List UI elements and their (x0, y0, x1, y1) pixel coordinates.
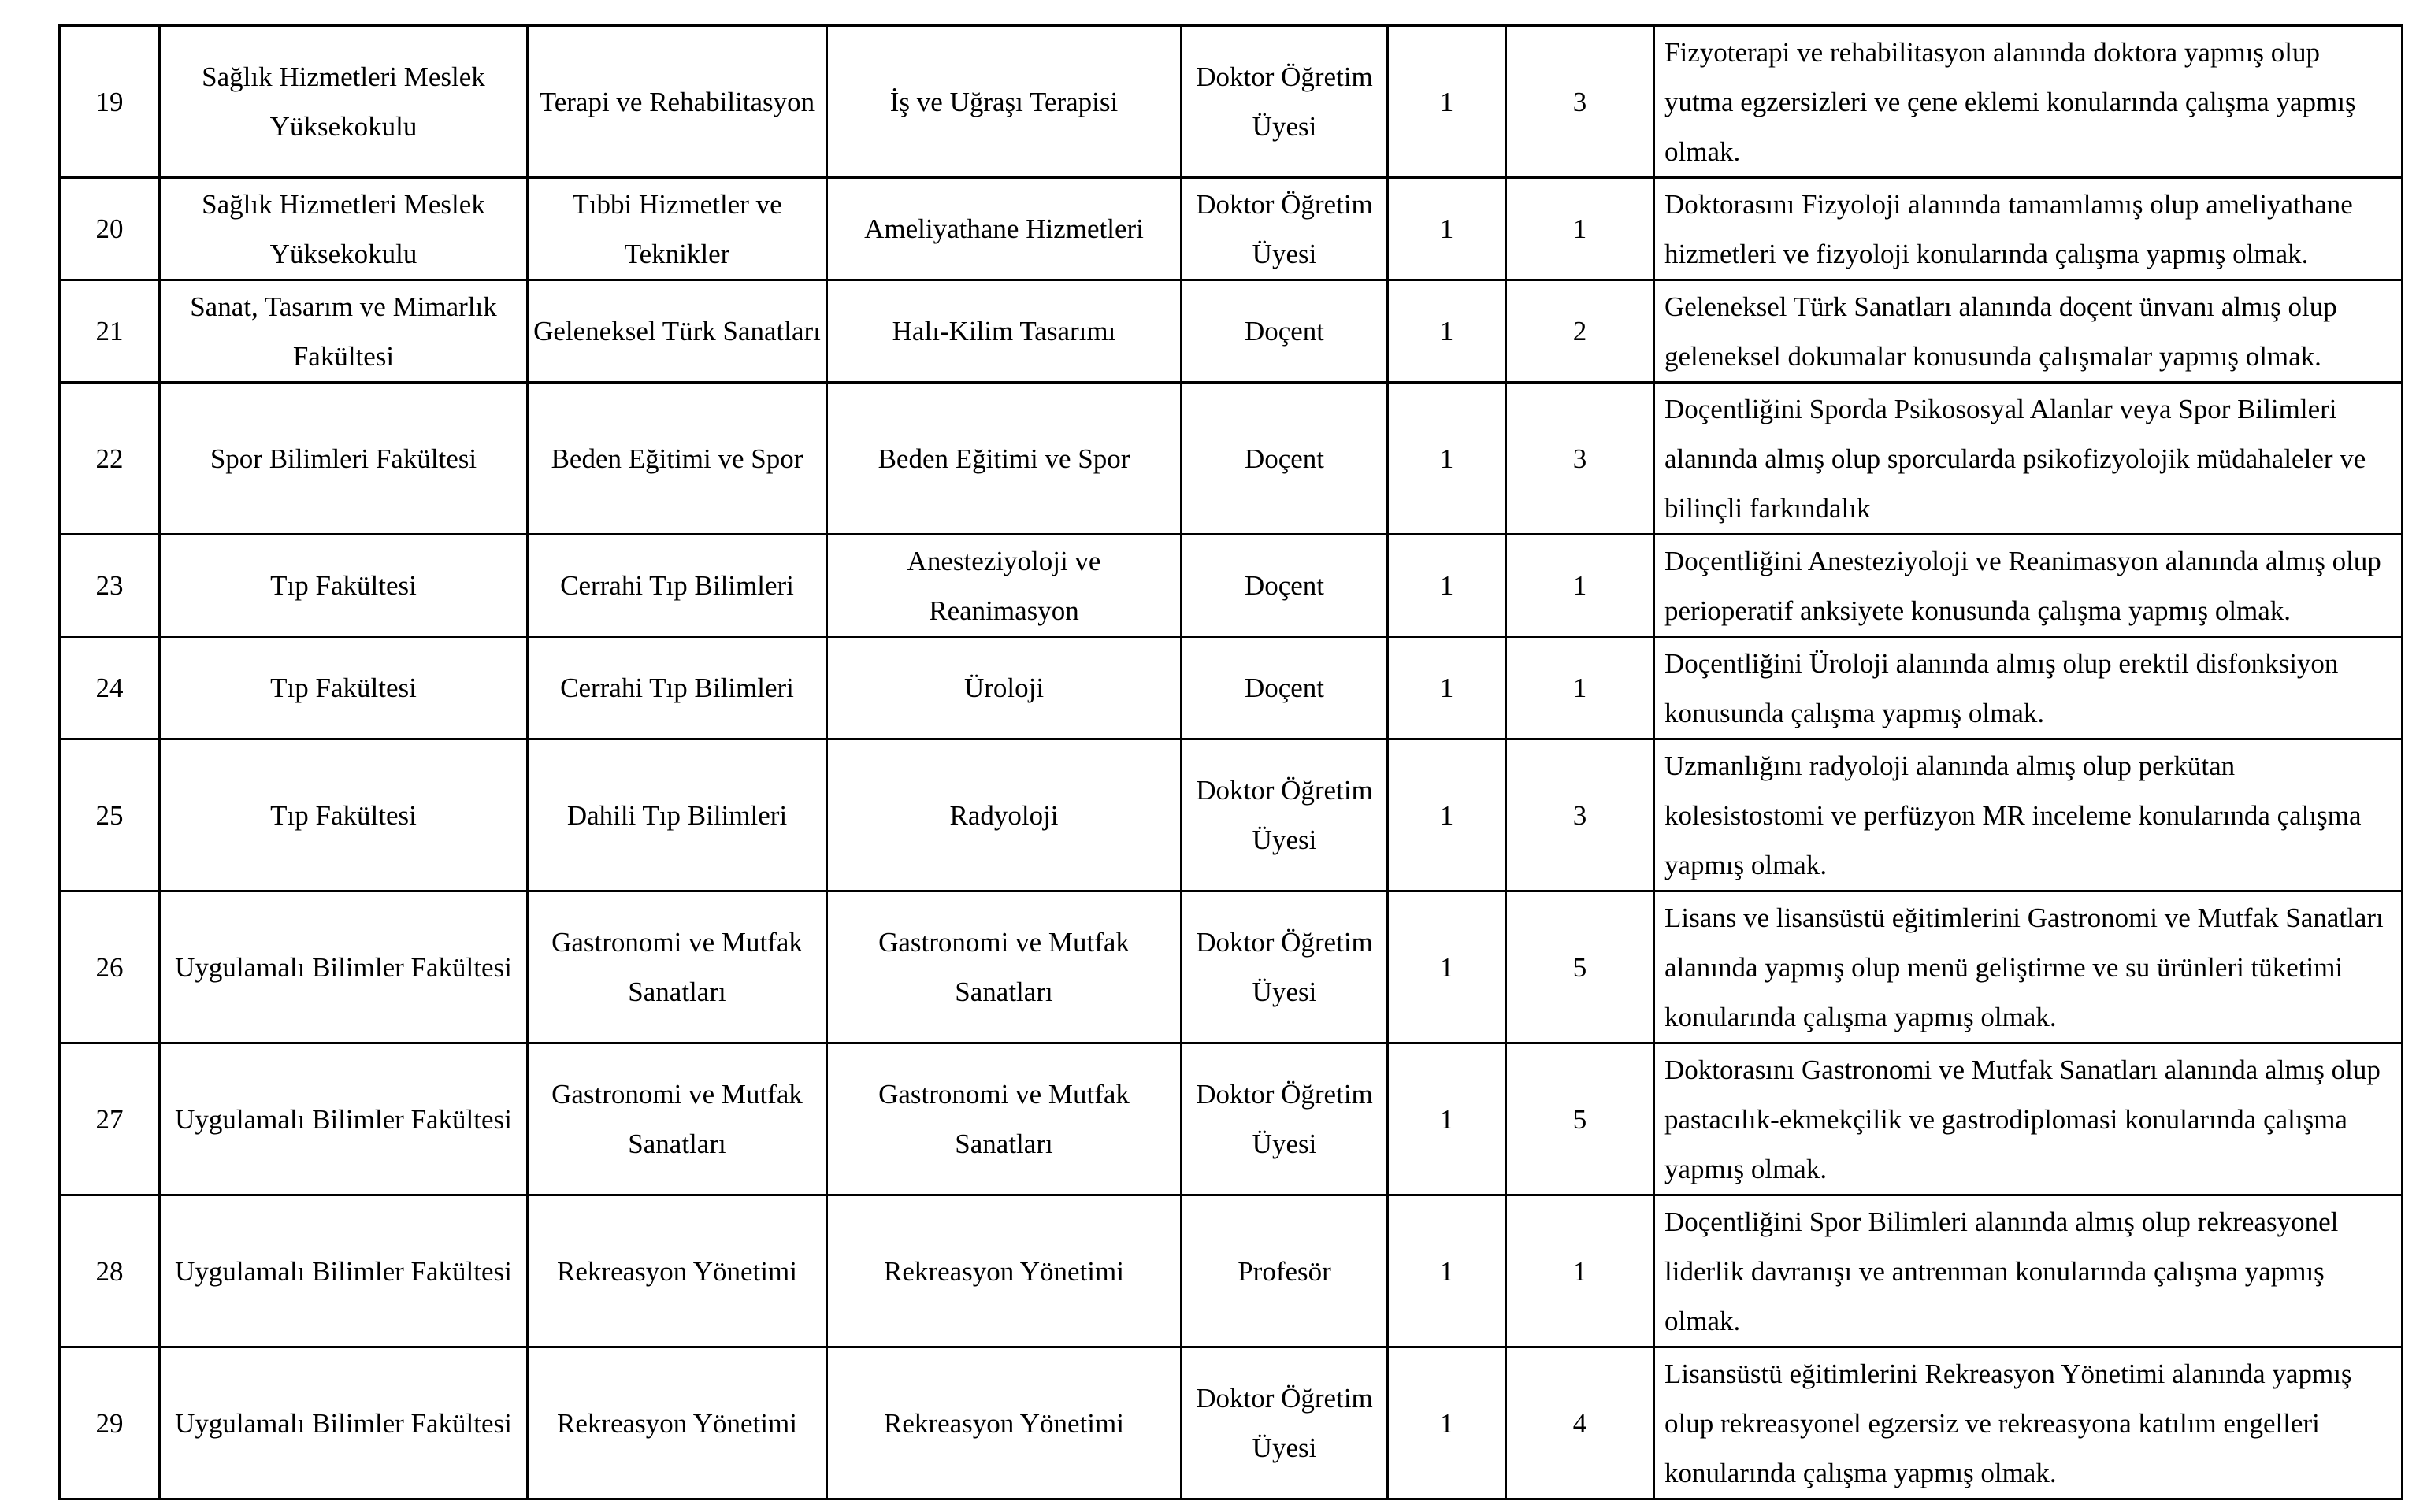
faculty-cell: Sağlık Hizmetleri Meslek Yüksekokulu (160, 178, 528, 280)
program-cell: Gastronomi ve Mutfak Sanatları (827, 891, 1182, 1043)
criteria-cell: Uzmanlığını radyoloji alanında almış olup perkütan kolesistostomi ve perfüzyon MR inceleme konularında çalışma yapmış olmak. (1654, 739, 2403, 891)
table-row (60, 178, 2403, 280)
criteria-cell: Lisans ve lisansüstü eğitimlerini Gastronomi ve Mutfak Sanatları alanında yapmış olup menü geliştirme ve su ürünleri tüketimi konularında çalışma yapmış olmak. (1654, 891, 2403, 1043)
row-number-cell: 28 (60, 1195, 160, 1347)
academic-title-cell: Doktor Öğretim Üyesi (1182, 891, 1388, 1043)
degree-cell: 3 (1506, 739, 1654, 891)
row-number-cell: 22 (60, 383, 160, 535)
criteria-cell: Lisansüstü eğitimlerini Rekreasyon Yönetimi alanında yapmış olup rekreasyonel egzersiz ve rekreasyona katılım engelleri konularında çalışma yapmış olmak. (1654, 1347, 2403, 1499)
program-cell: Üroloji (827, 637, 1182, 739)
faculty-cell: Uygulamalı Bilimler Fakültesi (160, 891, 528, 1043)
degree-cell: 1 (1506, 178, 1654, 280)
table-body (60, 26, 2403, 1499)
row-number-cell: 29 (60, 1347, 160, 1499)
academic-title-cell: Doçent (1182, 535, 1388, 637)
program-cell: Rekreasyon Yönetimi (827, 1347, 1182, 1499)
degree-cell: 5 (1506, 891, 1654, 1043)
department-cell: Rekreasyon Yönetimi (528, 1347, 827, 1499)
quota-cell: 1 (1388, 1347, 1506, 1499)
table-row (60, 280, 2403, 383)
degree-cell: 3 (1506, 383, 1654, 535)
faculty-cell: Tıp Fakültesi (160, 637, 528, 739)
row-number-cell: 25 (60, 739, 160, 891)
academic-title-cell: Profesör (1182, 1195, 1388, 1347)
criteria-cell: Doçentliğini Sporda Psikososyal Alanlar veya Spor Bilimleri alanında almış olup sporcularda psikofizyolojik müdahaleler ve bilinçli farkındalık (1654, 383, 2403, 535)
table-row (60, 26, 2403, 178)
degree-cell: 5 (1506, 1043, 1654, 1195)
criteria-cell: Doktorasını Gastronomi ve Mutfak Sanatları alanında almış olup pastacılık-ekmekçilik ve gastrodiplomasi konularında çalışma yapmış olmak. (1654, 1043, 2403, 1195)
department-cell: Cerrahi Tıp Bilimleri (528, 637, 827, 739)
table-row (60, 535, 2403, 637)
faculty-cell: Uygulamalı Bilimler Fakültesi (160, 1043, 528, 1195)
academic-title-cell: Doçent (1182, 383, 1388, 535)
academic-title-cell: Doktor Öğretim Üyesi (1182, 1347, 1388, 1499)
faculty-cell: Uygulamalı Bilimler Fakültesi (160, 1195, 528, 1347)
table-row (60, 383, 2403, 535)
department-cell: Dahili Tıp Bilimleri (528, 739, 827, 891)
department-cell: Geleneksel Türk Sanatları (528, 280, 827, 383)
faculty-positions-table (58, 24, 2403, 1500)
academic-title-cell: Doktor Öğretim Üyesi (1182, 739, 1388, 891)
program-cell: Anesteziyoloji ve Reanimasyon (827, 535, 1182, 637)
degree-cell: 3 (1506, 26, 1654, 178)
degree-cell: 1 (1506, 637, 1654, 739)
academic-title-cell: Doktor Öğretim Üyesi (1182, 26, 1388, 178)
faculty-cell: Spor Bilimleri Fakültesi (160, 383, 528, 535)
criteria-cell: Geleneksel Türk Sanatları alanında doçent ünvanı almış olup geleneksel dokumalar konusunda çalışmalar yapmış olmak. (1654, 280, 2403, 383)
faculty-cell: Uygulamalı Bilimler Fakültesi (160, 1347, 528, 1499)
row-number-cell: 26 (60, 891, 160, 1043)
row-number-cell: 23 (60, 535, 160, 637)
academic-title-cell: Doktor Öğretim Üyesi (1182, 1043, 1388, 1195)
academic-title-cell: Doçent (1182, 637, 1388, 739)
row-number-cell: 21 (60, 280, 160, 383)
department-cell: Gastronomi ve Mutfak Sanatları (528, 891, 827, 1043)
criteria-cell: Doçentliğini Üroloji alanında almış olup erektil disfonksiyon konusunda çalışma yapmış olmak. (1654, 637, 2403, 739)
academic-title-cell: Doktor Öğretim Üyesi (1182, 178, 1388, 280)
table-row (60, 1043, 2403, 1195)
table-row (60, 1347, 2403, 1499)
quota-cell: 1 (1388, 637, 1506, 739)
quota-cell: 1 (1388, 383, 1506, 535)
quota-cell: 1 (1388, 535, 1506, 637)
quota-cell: 1 (1388, 891, 1506, 1043)
row-number-cell: 27 (60, 1043, 160, 1195)
quota-cell: 1 (1388, 1043, 1506, 1195)
row-number-cell: 19 (60, 26, 160, 178)
program-cell: Ameliyathane Hizmetleri (827, 178, 1182, 280)
table-row (60, 1195, 2403, 1347)
criteria-cell: Doçentliğini Spor Bilimleri alanında almış olup rekreasyonel liderlik davranışı ve antrenman konularında çalışma yapmış olmak. (1654, 1195, 2403, 1347)
table-row (60, 637, 2403, 739)
program-cell: Gastronomi ve Mutfak Sanatları (827, 1043, 1182, 1195)
quota-cell: 1 (1388, 26, 1506, 178)
department-cell: Rekreasyon Yönetimi (528, 1195, 827, 1347)
program-cell: Radyoloji (827, 739, 1182, 891)
quota-cell: 1 (1388, 739, 1506, 891)
table-row (60, 891, 2403, 1043)
program-cell: İş ve Uğraşı Terapisi (827, 26, 1182, 178)
department-cell: Beden Eğitimi ve Spor (528, 383, 827, 535)
academic-title-cell: Doçent (1182, 280, 1388, 383)
criteria-cell: Doktorasını Fizyoloji alanında tamamlamış olup ameliyathane hizmetleri ve fizyoloji konularında çalışma yapmış olmak. (1654, 178, 2403, 280)
degree-cell: 2 (1506, 280, 1654, 383)
degree-cell: 1 (1506, 535, 1654, 637)
program-cell: Rekreasyon Yönetimi (827, 1195, 1182, 1347)
row-number-cell: 20 (60, 178, 160, 280)
quota-cell: 1 (1388, 280, 1506, 383)
faculty-cell: Sanat, Tasarım ve Mimarlık Fakültesi (160, 280, 528, 383)
table-row (60, 739, 2403, 891)
degree-cell: 4 (1506, 1347, 1654, 1499)
faculty-cell: Sağlık Hizmetleri Meslek Yüksekokulu (160, 26, 528, 178)
criteria-cell: Fizyoterapi ve rehabilitasyon alanında doktora yapmış olup yutma egzersizleri ve çene eklemi konularında çalışma yapmış olmak. (1654, 26, 2403, 178)
row-number-cell: 24 (60, 637, 160, 739)
quota-cell: 1 (1388, 1195, 1506, 1347)
degree-cell: 1 (1506, 1195, 1654, 1347)
department-cell: Terapi ve Rehabilitasyon (528, 26, 827, 178)
department-cell: Gastronomi ve Mutfak Sanatları (528, 1043, 827, 1195)
faculty-cell: Tıp Fakültesi (160, 739, 528, 891)
program-cell: Beden Eğitimi ve Spor (827, 383, 1182, 535)
department-cell: Cerrahi Tıp Bilimleri (528, 535, 827, 637)
program-cell: Halı-Kilim Tasarımı (827, 280, 1182, 383)
department-cell: Tıbbi Hizmetler ve Teknikler (528, 178, 827, 280)
faculty-cell: Tıp Fakültesi (160, 535, 528, 637)
criteria-cell: Doçentliğini Anesteziyoloji ve Reanimasyon alanında almış olup perioperatif anksiyete konusunda çalışma yapmış olmak. (1654, 535, 2403, 637)
quota-cell: 1 (1388, 178, 1506, 280)
